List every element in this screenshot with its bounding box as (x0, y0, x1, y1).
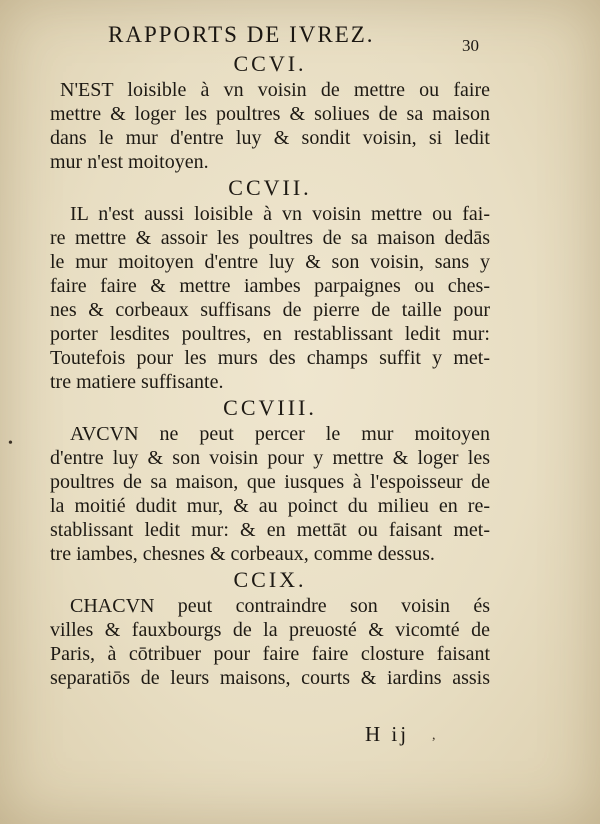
text-line: CHACVN peut contraindre son voisin és (70, 595, 490, 617)
signature-mark: H ij (365, 722, 410, 746)
text-line: dans le mur d'entre luy & sondit voisin, si ledit (50, 127, 490, 149)
text-line: villes & fauxbourgs de la preuosté & vicomté de (50, 619, 490, 641)
running-head: RAPPORTS DE IVREZ. (108, 22, 375, 47)
text-block (50, 50, 490, 690)
text-line: separatiōs de leurs maisons, courts & iardins assis (50, 667, 490, 689)
text-line: le mur moitoyen d'entre luy & son voisin, sans y (50, 251, 490, 273)
margin-dot-icon: • (8, 436, 13, 451)
text-line: faire faire & mettre iambes parpaignes ou ches- (50, 275, 490, 297)
text-line: poultres de sa maison, que iusques à l'espoisseur de (50, 471, 490, 493)
text-line: re mettre & assoir les poultres de sa maison dedās (50, 227, 490, 249)
text-line: nes & corbeaux suffisans de pierre de taille pour (50, 299, 490, 321)
text-line: porter lesdites poultres, en restablissant ledit mur: (50, 323, 490, 345)
article-heading-ccix: CCIX. (233, 567, 307, 592)
page-number: 30 (462, 36, 479, 55)
ink-speck-icon: , (432, 728, 436, 743)
text-line: Toutefois pour les murs des champs suffit y met- (50, 347, 490, 369)
text-line: la moitié dudit mur, & au poinct du milieu en re- (50, 495, 490, 517)
text-line: d'entre luy & son voisin pour y mettre & loger les (50, 447, 490, 469)
text-line: tre iambes, chesnes & corbeaux, comme dessus. (50, 543, 435, 565)
text-line: tre matiere suffisante. (50, 371, 224, 393)
text-line: N'EST loisible à vn voisin de mettre ou faire (60, 79, 490, 101)
text-line: Paris, à cōtribuer pour faire faire closture faisant (50, 643, 490, 665)
text-line: mur n'est moitoyen. (50, 151, 209, 173)
article-heading-ccviii: CCVIII. (223, 395, 317, 420)
text-line: stablissant ledit mur: & en mettāt ou faisant met- (50, 519, 490, 541)
text-line: mettre & loger les poultres & soliues de sa maison (50, 103, 490, 125)
article-heading-ccvi: CCVI. (233, 51, 307, 76)
article-heading-ccvii: CCVII. (228, 175, 312, 200)
text-line: IL n'est aussi loisible à vn voisin mettre ou fai- (70, 203, 490, 225)
text-line: AVCVN ne peut percer le mur moitoyen (70, 423, 490, 445)
